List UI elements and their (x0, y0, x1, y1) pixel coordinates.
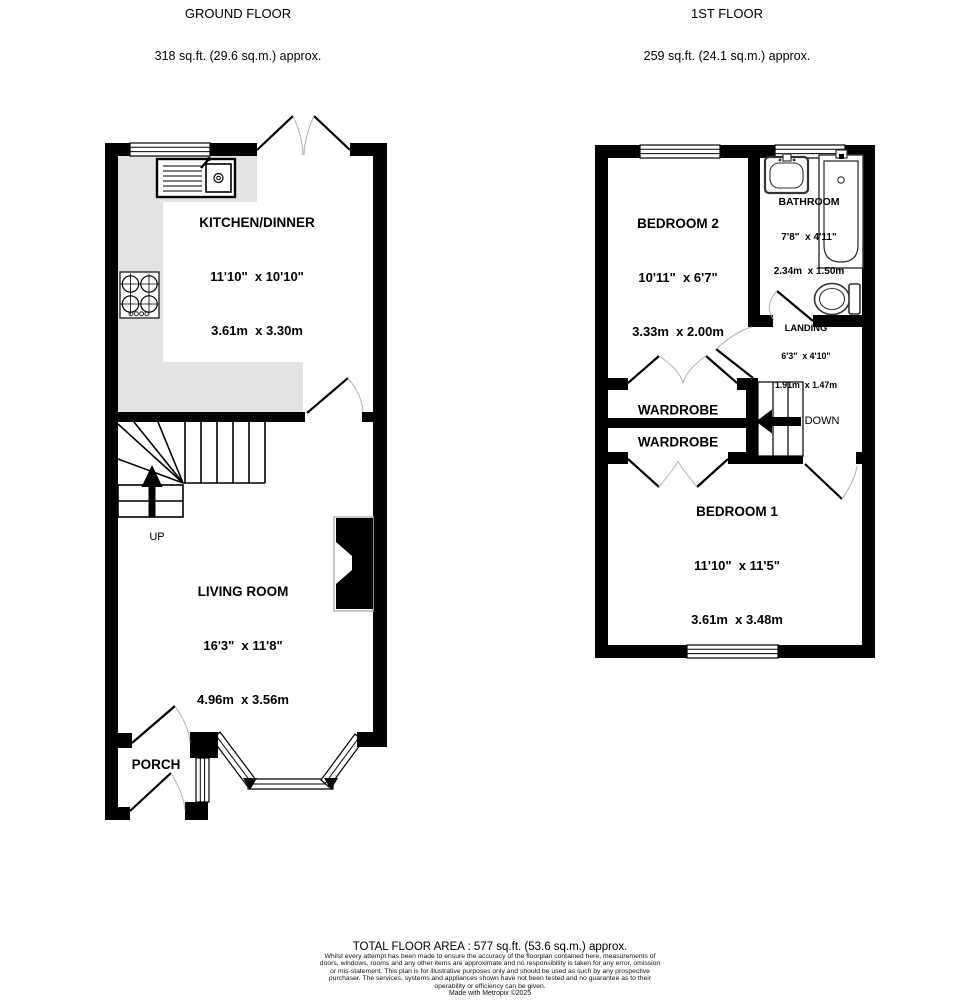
disclaimer-paragraph: Whilst every attempt has been made to ensure the accuracy of the floorplan contained here, measurements of doors, windows, rooms and any other items are approximate and no responsibility is taken for any error, omission or mis-statement. This plan is for illustrative purposes only and should be used as such by any prospective purchaser. The services, systems and appliances shown have not been tested and no guarantee as to their operability or efficiency can be given. (319, 953, 661, 990)
bedroom1-name: BEDROOM 1 (696, 504, 778, 519)
living-room-label (197, 547, 289, 745)
first-floor-area: 259 sq.ft. (24.1 sq.m.) approx. (643, 49, 811, 63)
landing-dims-m: 1.91m x 1.47m (774, 379, 838, 390)
first-floor-header (644, 0, 811, 91)
bathroom-dims-ft: 7'8" x 4'11" (781, 231, 837, 243)
bedroom1-label (691, 467, 783, 665)
bedroom1-dims-m: 3.61m x 3.48m (691, 612, 783, 627)
wardrobe2-label: WARDROBE (637, 434, 719, 450)
landing-dims-ft: 6'3" x 4'10" (781, 351, 831, 362)
stairs-up-label: UP (149, 531, 165, 543)
porch-front-door (130, 773, 185, 811)
kitchen-door (307, 378, 363, 413)
metropix-credit: Made with Metropix ©2025 (448, 990, 532, 998)
kitchen-dims-m: 3.61m x 3.30m (211, 323, 303, 338)
bedroom2-name: BEDROOM 2 (637, 216, 719, 231)
bedroom2-dims-ft: 10'11" x 6'7" (638, 270, 718, 285)
hob (120, 272, 159, 318)
ground-floor-header (155, 0, 322, 91)
stairs-up (118, 422, 265, 517)
landing-label (775, 304, 837, 410)
kitchen-window (130, 143, 210, 156)
disclaimer-text (316, 953, 664, 997)
living-room-dims-m: 4.96m x 3.56m (197, 692, 289, 707)
living-room-dims-ft: 16'3" x 11'8" (203, 638, 283, 653)
bedroom1-door (805, 464, 857, 499)
wardrobe1-label: WARDROBE (637, 402, 719, 418)
bedroom2-label (632, 179, 724, 377)
ground-floor-area: 318 sq.ft. (29.6 sq.m.) approx. (154, 49, 322, 63)
first-floor-title: 1ST FLOOR (690, 6, 763, 21)
bedroom2-dims-m: 3.33m x 2.00m (632, 324, 724, 339)
ground-floor-title: GROUND FLOOR (184, 6, 292, 21)
kitchen-dims-ft: 11'10" x 10'10" (210, 269, 304, 284)
landing-name: LANDING (784, 322, 828, 334)
total-floor-area: TOTAL FLOOR AREA : 577 sq.ft. (53.6 sq.m.) approx. (352, 941, 628, 953)
bedroom2-window (640, 145, 720, 158)
chimney-breast (334, 517, 373, 611)
porch-inner-door (132, 706, 190, 743)
living-room-name: LIVING ROOM (197, 584, 289, 599)
bedroom1-dims-ft: 11'10" x 11'5" (694, 558, 780, 573)
kitchen-name: KITCHEN/DINNER (199, 215, 315, 230)
porch-label: PORCH (131, 757, 181, 772)
bathroom-label (774, 174, 845, 301)
porch-side-window (196, 758, 209, 802)
kitchen-patio-doors (257, 116, 350, 155)
kitchen-label (199, 178, 315, 376)
bathroom-dims-m: 2.34m x 1.50m (773, 265, 845, 277)
bathroom-name: BATHROOM (778, 195, 840, 208)
stairs-down-label: DOWN (804, 415, 840, 427)
